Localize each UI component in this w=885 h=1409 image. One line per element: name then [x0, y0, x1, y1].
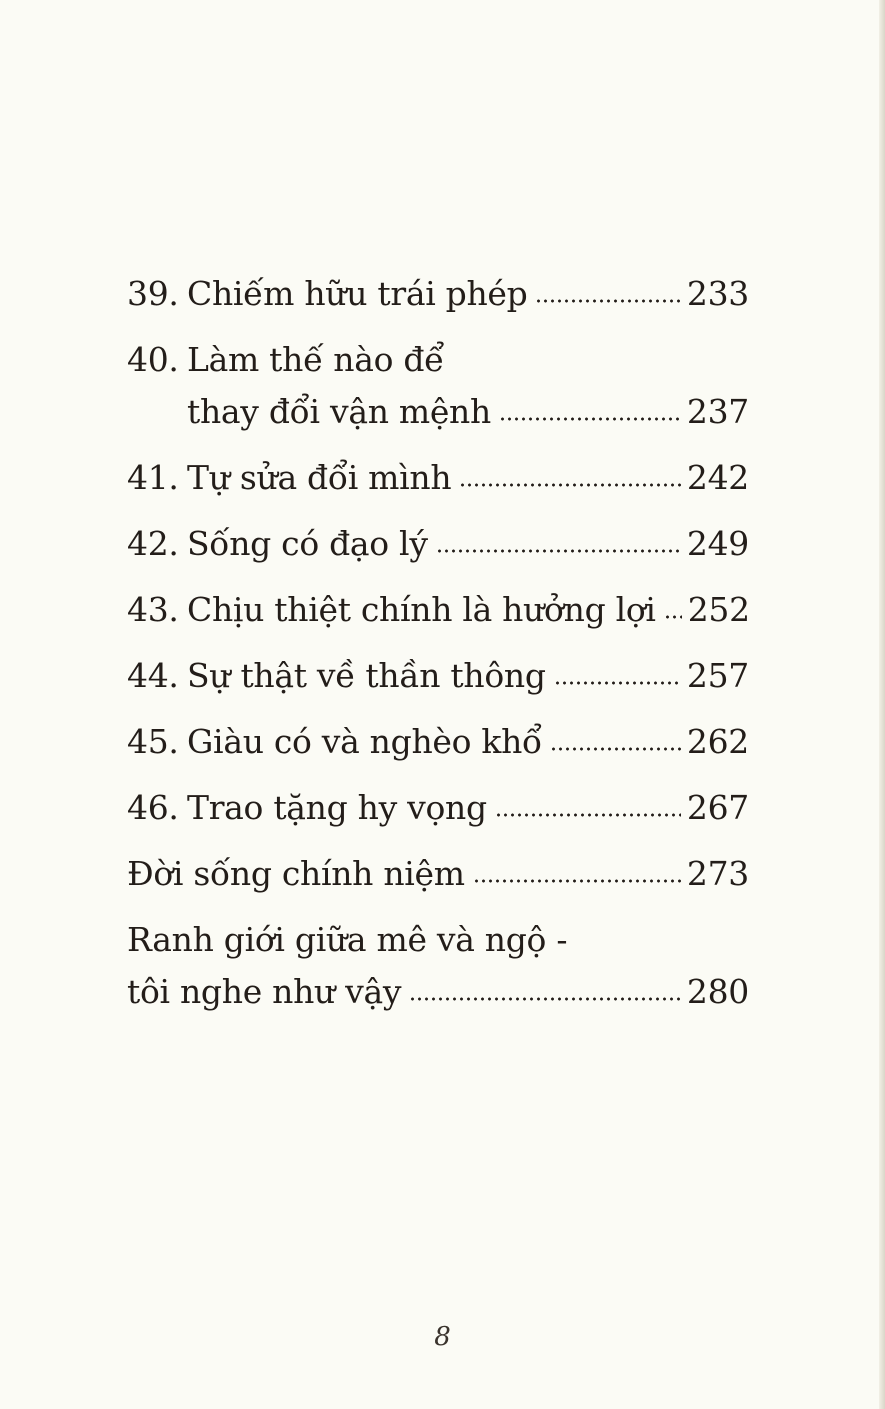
toc-entry-line	[127, 782, 749, 834]
entry-spacer	[127, 438, 749, 452]
toc-entry-title: Giàu có và nghèo khổ	[187, 722, 542, 761]
toc-entry-page: 273	[686, 854, 749, 893]
toc-entry-line	[127, 452, 749, 504]
toc-entry-page: 252	[687, 590, 750, 629]
toc-entry-title: Đời sống chính niệm	[127, 854, 465, 893]
toc-entry-page: 267	[686, 788, 749, 827]
toc-entry	[127, 334, 749, 438]
entry-spacer	[127, 320, 749, 334]
entry-spacer	[127, 900, 749, 914]
toc-entry-line	[127, 386, 749, 438]
toc-entry-number: 41.	[127, 458, 179, 497]
dot-leader	[473, 877, 681, 885]
toc-entry-title: Chịu thiệt chính là hưởng lợi	[187, 590, 656, 629]
dot-leader	[409, 995, 681, 1003]
toc-entry-page: 233	[686, 274, 749, 313]
toc-entry-number: 44.	[127, 656, 179, 695]
toc-entry-number: 42.	[127, 524, 179, 563]
toc-entry	[127, 518, 749, 570]
toc-entry-title: tôi nghe như vậy	[127, 972, 402, 1011]
toc-entry	[127, 268, 749, 320]
toc-entry	[127, 716, 749, 768]
entry-spacer	[127, 504, 749, 518]
dot-leader	[664, 613, 682, 621]
toc-entry	[127, 782, 749, 834]
toc-entry	[127, 584, 749, 636]
toc-entry-page: 242	[686, 458, 749, 497]
toc-entry-line	[127, 716, 749, 768]
entry-spacer	[127, 834, 749, 848]
page-number: 8	[434, 1322, 451, 1352]
toc-entry-number: 40.	[127, 340, 179, 379]
toc-entry-line	[127, 584, 749, 636]
toc-entry-line	[127, 334, 749, 386]
toc-entry	[127, 848, 749, 900]
toc-entry	[127, 914, 749, 1018]
page-edge	[879, 0, 885, 1409]
toc-entry-title: Làm thế nào để	[187, 340, 445, 379]
toc-entry-line	[127, 914, 749, 966]
toc-entry-line	[127, 966, 749, 1018]
toc-entry-title: Chiếm hữu trái phép	[187, 274, 528, 313]
toc-entry-title: Sống có đạo lý	[187, 524, 428, 563]
toc-entry-title: thay đổi vận mệnh	[187, 392, 491, 431]
dot-leader	[554, 679, 681, 687]
toc-entry-line	[127, 848, 749, 900]
dot-leader	[550, 745, 681, 753]
table-of-contents	[127, 268, 749, 1018]
toc-entry-line	[127, 650, 749, 702]
dot-leader	[495, 811, 681, 819]
toc-entry-number: 45.	[127, 722, 179, 761]
toc-entry-page: 280	[686, 972, 749, 1011]
toc-entry-title: Ranh giới giữa mê và ngộ -	[127, 920, 568, 959]
toc-entry-page: 237	[686, 392, 749, 431]
toc-entry-page: 257	[686, 656, 749, 695]
toc-entry-title: Tự sửa đổi mình	[187, 458, 452, 497]
toc-entry-title: Trao tặng hy vọng	[187, 788, 487, 827]
toc-entry-line	[127, 268, 749, 320]
entry-spacer	[127, 570, 749, 584]
entry-spacer	[127, 636, 749, 650]
toc-entry-line	[127, 518, 749, 570]
toc-entry-title: Sự thật về thần thông	[187, 656, 546, 695]
toc-entry	[127, 650, 749, 702]
toc-entry-number: 39.	[127, 274, 179, 313]
toc-entry-number: 46.	[127, 788, 179, 827]
entry-spacer	[127, 768, 749, 782]
dot-leader	[499, 415, 681, 423]
toc-entry-page: 262	[686, 722, 749, 761]
toc-entry-page: 249	[686, 524, 749, 563]
entry-spacer	[127, 702, 749, 716]
dot-leader	[535, 297, 680, 305]
toc-entry	[127, 452, 749, 504]
dot-leader	[436, 547, 681, 555]
toc-entry-number: 43.	[127, 590, 179, 629]
dot-leader	[459, 481, 681, 489]
